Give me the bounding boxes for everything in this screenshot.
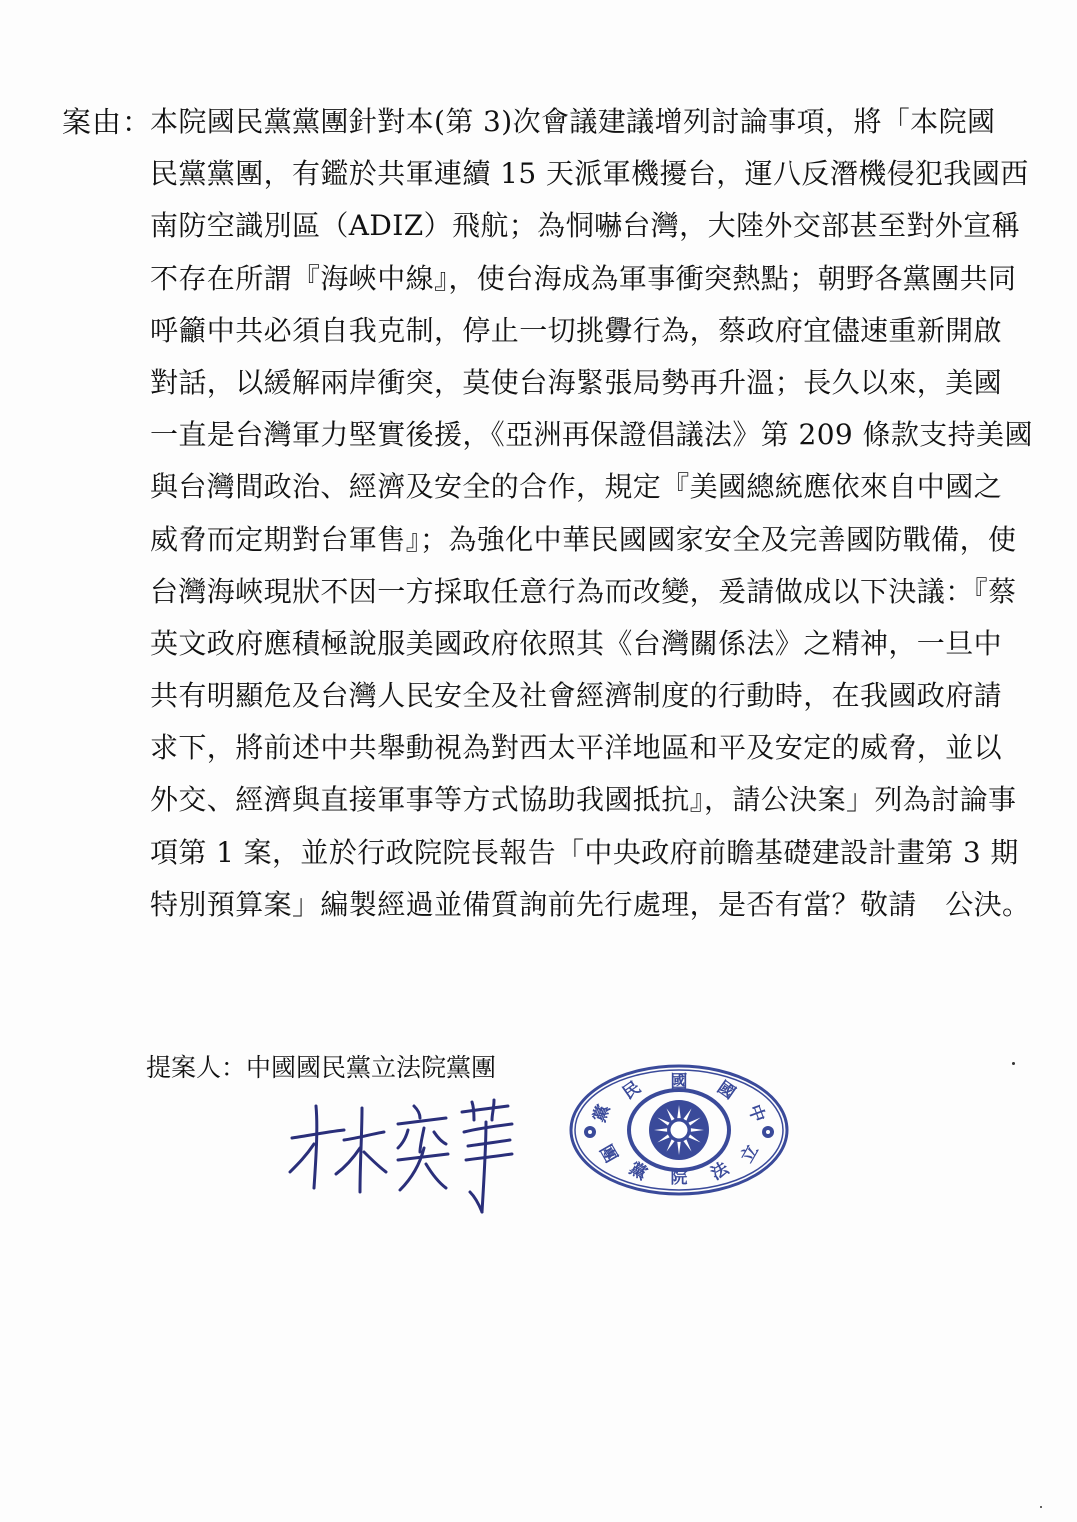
seal-character: 國: [670, 1072, 688, 1092]
motion-line: 呼籲中共必須自我克制，停止一切挑釁行為，蔡政府宜儘速重新開啟: [150, 313, 1003, 347]
proposer-line: 提案人：中國國民黨立法院黨團: [146, 1053, 497, 1082]
motion-line: 對話，以緩解兩岸衝突，莫使台海緊張局勢再升溫；長久以來，美國: [150, 365, 1003, 399]
blue-sky-white-sun-emblem-icon: [649, 1100, 709, 1160]
motion-line: 與台灣間政治、經濟及安全的合作，規定『美國總統應依來自中國之: [150, 470, 1003, 504]
seal-character: 法: [707, 1158, 733, 1185]
motion-line: 項第 1 案，並於行政院院長報告「中央政府前瞻基礎建設計畫第 3 期: [150, 835, 1019, 869]
plum-blossom-icon-left: [584, 1126, 596, 1138]
motion-line: 共有明顯危及台灣人民安全及社會經濟制度的行動時，在我國政府請: [150, 679, 1003, 713]
seal-character: 民: [619, 1077, 645, 1104]
motion-line: 南防空識別區（ADIZ）飛航；為恫嚇台灣，大陸外交部甚至對外宣稱: [150, 209, 1020, 243]
motion-line: 本院國民黨黨團針對本(第 3)次會議建議增列討論事項，將「本院國: [150, 105, 996, 138]
plum-blossom-icon-right: [762, 1126, 774, 1138]
motion-line: 一直是台灣軍力堅實後援，《亞洲再保證倡議法》第 209 條款支持美國: [150, 418, 1033, 452]
motion-text: [150, 96, 1033, 931]
scan-speck: [1012, 1062, 1015, 1065]
motion-line: 英文政府應積極說服美國政府依照其《台灣關係法》之精神，一旦中: [150, 626, 1003, 660]
motion-label: 案由：: [62, 105, 153, 139]
party-seal: [566, 1062, 792, 1198]
seal-character: 立: [737, 1141, 763, 1167]
motion-line: 不存在所謂『海峽中線』，使台海成為軍事衝突熱點；朝野各黨團共同: [150, 261, 1017, 295]
scan-speck: [1040, 1506, 1042, 1508]
motion-line: 特別預算案」編製經過並備質詢前先行處理，是否有當？敬請 公決。: [150, 887, 1031, 921]
seal-character: 院: [670, 1168, 688, 1188]
motion-line: 外交、經濟與直接軍事等方式協助我國抵抗』，請公決案」列為討論事: [150, 783, 1017, 817]
seal-character: 黨: [589, 1102, 615, 1125]
motion-line: 民黨黨團，有鑑於共軍連續 15 天派軍機擾台，運八反潛機侵犯我國西: [150, 157, 1029, 191]
motion-line: 威脅而定期對台軍售』；為強化中華民國國家安全及完善國防戰備，使: [150, 522, 1017, 556]
motion-line: 求下，將前述中共舉動視為對西太平洋地區和平及安定的威脅，並以: [150, 731, 1003, 765]
seal-character: 團: [595, 1141, 621, 1167]
handwritten-signature: [286, 1098, 516, 1218]
motion-line: 台灣海峽現狀不因一方採取任意行為而改變，爰請做成以下決議：『蔡: [150, 574, 1017, 608]
seal-character: 中: [743, 1102, 769, 1125]
seal-character: 黨: [625, 1158, 651, 1185]
seal-character: 國: [713, 1077, 739, 1104]
